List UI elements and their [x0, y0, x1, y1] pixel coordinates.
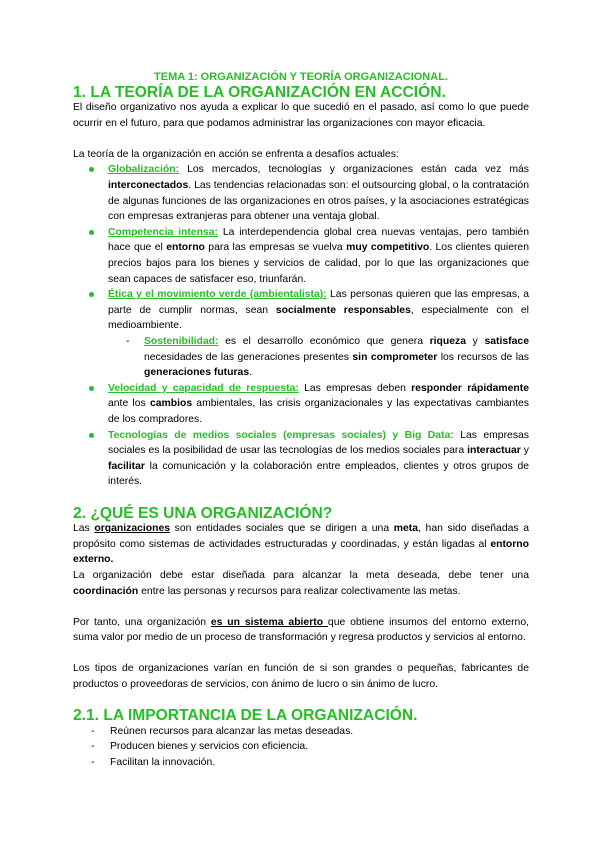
- list-item: [91, 755, 529, 771]
- text: , han sido diseñadas a propósito como sistemas de actividades estructuradas y coordinadas, y están ligadas al: [73, 523, 529, 550]
- list-item-etica: [108, 287, 529, 381]
- text: ambientales, las crisis organizacionales y las expectativas cambiantes de los compradores.: [108, 398, 529, 425]
- text: entre las personas y recursos para realizar colectivamente las metas.: [138, 585, 461, 597]
- keyword: organizaciones: [94, 523, 171, 535]
- section-1-intro: El diseño organizativo nos ayuda a explicar lo que sucedió en el pasado, así como lo que puede ocurrir en el futuro, para que podamos administrar las organizaciones con mayor eficacia.: [73, 102, 529, 129]
- text: y: [466, 336, 485, 347]
- list-item: [91, 724, 529, 740]
- text: es el desarrollo económico que genera: [218, 336, 430, 347]
- section-2-paragraph-2: [73, 568, 529, 599]
- dash-marker: -: [91, 741, 95, 753]
- list-item-tecnologias: [108, 428, 529, 490]
- text: Los mercados, tecnologías y organizaciones están cada vez más: [179, 164, 529, 176]
- term-etica: Ética y el movimiento verde (ambientalista):: [108, 289, 327, 301]
- dash-marker: -: [91, 757, 95, 769]
- term-competencia: Competencia intensa:: [108, 226, 218, 238]
- text: ante los: [108, 398, 150, 410]
- bullet-dot-icon: [89, 167, 94, 172]
- bullet-dot-icon: [89, 292, 94, 297]
- keyword: entorno externo.: [73, 538, 529, 566]
- text: la comunicación y la colaboración entre empleados, clientes y otros grupos de interés.: [108, 460, 529, 488]
- keyword: generaciones futuras: [144, 367, 250, 379]
- list-item-text: Reúnen recursos para alcanzar las metas deseadas.: [110, 725, 354, 737]
- keyword: meta: [393, 523, 419, 535]
- text: los recursos de las: [437, 351, 529, 363]
- list-item-text: Producen bienes y servicios con eficiencia.: [110, 741, 309, 753]
- text: Las empresas sociales es la posibilidad de usar las tecnologías de los medios sociales para: [108, 429, 529, 457]
- list-item-competencia: [108, 225, 529, 287]
- keyword: socialmente responsables: [275, 304, 411, 316]
- importance-list: [73, 724, 529, 771]
- text: , especialmente con el medioambiente.: [108, 304, 529, 332]
- dash-marker: -: [91, 725, 95, 737]
- challenges-list: [73, 162, 529, 489]
- keyword: interconectados: [108, 180, 189, 192]
- section-2-1-heading: 2.1. LA IMPORTANCIA DE LA ORGANIZACIÓN.: [73, 707, 418, 725]
- text: que obtiene insumos del entorno externo, suma valor por medio de un proceso de transformación y regresa productos y servicios al entorno.: [73, 616, 529, 644]
- section-1-heading: 1. LA TEORÍA DE LA ORGANIZACIÓN EN ACCIÓN.: [73, 83, 446, 101]
- text: .: [249, 367, 252, 379]
- section-2-paragraph-1: [73, 521, 529, 568]
- text: Las personas quieren que las empresas, a parte de cumplir normas, sean: [108, 289, 529, 316]
- text: Las: [73, 523, 95, 535]
- bullet-dot-icon: [89, 386, 94, 391]
- text: La interdependencia global crea nuevas ventajas, pero también hace que el: [108, 226, 529, 254]
- document-title: TEMA 1: ORGANIZACIÓN Y TEORÍA ORGANIZACIONAL.: [154, 71, 448, 83]
- keyword: riqueza: [429, 336, 467, 347]
- sub-list: [108, 334, 529, 381]
- keyword: muy competitivo: [346, 242, 430, 254]
- bullet-dot-icon: [89, 433, 94, 438]
- keyword: es un sistema abierto: [210, 616, 328, 628]
- text: son entidades sociales que se dirigen a una: [170, 523, 394, 535]
- bullet-dot-icon: [89, 230, 94, 235]
- term-tecnologias: Tecnologías de medios sociales (empresas sociales) y Big Data:: [108, 429, 454, 441]
- text: para las empresas se vuelva: [204, 242, 347, 254]
- list-item: [91, 739, 529, 755]
- section-2-paragraph-4: Los tipos de organizaciones varían en función de si son grandes o pequeñas, fabricantes de productos o proveedoras de servicios, con ánimo de lucro o sin ánimo de lucro.: [73, 663, 529, 691]
- section-1-lead: La teoría de la organización en acción se enfrenta a desafíos actuales:: [73, 148, 399, 160]
- text: Las empresas deben: [298, 382, 412, 394]
- section-2-heading: 2. ¿QUÉ ES UNA ORGANIZACIÓN?: [73, 504, 333, 522]
- dash-marker: -: [126, 336, 130, 347]
- keyword: interactuar: [467, 445, 521, 457]
- keyword: sin comprometer: [352, 351, 438, 363]
- term-globalizacion: Globalización:: [108, 164, 180, 176]
- section-2-paragraph-3: [73, 615, 529, 646]
- keyword: facilitar: [108, 460, 145, 472]
- text: La organización debe estar diseñada para alcanzar la meta deseada, debe tener una: [73, 569, 529, 581]
- text: Por tanto, una organización: [73, 616, 211, 628]
- keyword: cambios: [149, 398, 193, 410]
- keyword: coordinación: [73, 585, 139, 597]
- text: . Las tendencias relacionadas son: el outsourcing global, o la contratación de algunas funciones de las organizaciones en otros países, y la asociaciones estratégicas con empresas extranjeras para obtener una ventaja global.: [108, 180, 529, 223]
- keyword: responder rápidamente: [411, 382, 529, 394]
- text: necesidades de las generaciones presentes: [144, 351, 353, 363]
- term-sostenibilidad: Sostenibilidad:: [144, 336, 219, 347]
- list-item-velocidad: [108, 381, 529, 428]
- list-item-text: Facilitan la innovación.: [110, 757, 216, 769]
- list-item-globalizacion: [108, 162, 529, 224]
- term-velocidad: Velocidad y capacidad de respuesta:: [108, 382, 299, 394]
- text: . Los clientes quieren precios bajos para los bienes y servicios de calidad, por lo que las organizaciones que sean capaces de satisfacer eso, triunfarán.: [108, 242, 529, 285]
- keyword: entorno: [166, 242, 205, 254]
- text: y: [520, 445, 529, 457]
- keyword: satisface: [484, 336, 529, 347]
- list-item-sostenibilidad: [126, 334, 529, 381]
